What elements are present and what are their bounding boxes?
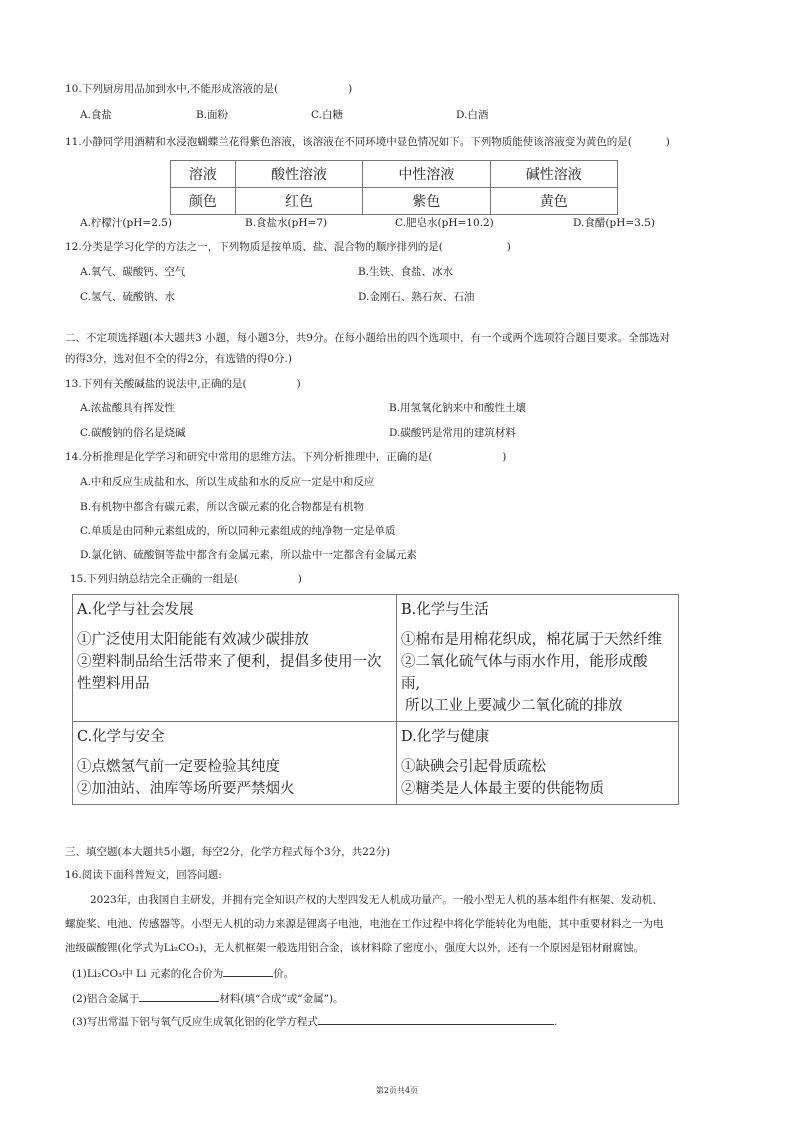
q16-sub1: (1)Li₂CO₃中 Li 元素的化合价为 价。 bbox=[72, 965, 294, 981]
cell-title: B.化学与生活 bbox=[401, 602, 489, 618]
q15-stem: 15.下列归纳总结完全正确的一组是( ) bbox=[70, 573, 302, 585]
q16-sub2: (2)铝合金属于 材料(填“合成”或“金属”)。 bbox=[72, 990, 344, 1006]
q12-option-c: C.氢气、硫酸钠、水 bbox=[80, 291, 175, 303]
q12-option-b: B.生铁、食盐、冰水 bbox=[358, 266, 454, 278]
table-cell: 黄色 bbox=[490, 188, 617, 215]
cell-line: ②二氧化硫气体与雨水作用，能形成酸 bbox=[401, 654, 648, 670]
table-cell-d bbox=[397, 722, 679, 805]
q16-paragraph-line3: 池级碳酸锂(化学式为Li₂CO₃)，无人机框架一般选用铝合金，该材料除了密度小，强度大以外，还有一个原因是铝材耐腐蚀。 bbox=[65, 942, 645, 954]
table-cell-a bbox=[73, 595, 397, 722]
q14-stem: 14.分析推理是化学学习和研究中常用的思维方法。下列分析推理中，正确的是( ) bbox=[65, 451, 507, 463]
q13-option-c: C.碳酸钠的俗名是烧碱 bbox=[80, 427, 186, 439]
q12-option-a: A.氧气、碳酸钙、空气 bbox=[80, 266, 186, 278]
q11-color-table bbox=[170, 160, 618, 215]
q13-stem: 13.下列有关酸碱盐的说法中,正确的是( ) bbox=[65, 378, 301, 390]
q16-stem: 16.阅读下面科普短文，回答问题: bbox=[65, 869, 222, 881]
cell-line: ①广泛使用太阳能能有效减少碳排放 bbox=[77, 632, 309, 648]
q10-option-b: B.面粉 bbox=[196, 109, 229, 121]
table-cell: 紫色 bbox=[363, 188, 490, 215]
q12-stem: 12.分类是学习化学的方法之一，下列物质是按单质、盐、混合物的顺序排列的是( ) bbox=[65, 241, 511, 253]
table-row bbox=[171, 188, 618, 215]
q14-option-d: D.氯化钠、硫酸铜等盐中都含有金属元素，所以盐中一定都含有金属元素 bbox=[80, 549, 417, 561]
cell-line: ②糖类是人体最主要的供能物质 bbox=[401, 781, 604, 797]
cell-line: 所以工业上要减少二氧化硫的排放 bbox=[405, 698, 623, 714]
table-cell: 酸性溶液 bbox=[235, 161, 362, 188]
q11-option-d: D.食醋(pH=3.5) bbox=[573, 217, 655, 229]
q13-option-a: A.浓盐酸具有挥发性 bbox=[80, 402, 175, 414]
table-cell: 颜色 bbox=[171, 188, 236, 215]
section2-heading-line1: 二、不定项选择题(本大题共3 小题，每小题3分，共9分。在每小题给出的四个选项中，有一个或两个选项符合题目要求。全部选对 bbox=[65, 332, 670, 344]
cell-line: ②塑料制品给生活带来了便利，提倡多使用一次 bbox=[77, 654, 382, 670]
section3-heading: 三、填空题(本大题共5小题，每空2分，化学方程式每个3分，共22分) bbox=[65, 846, 391, 858]
answer-blank[interactable] bbox=[318, 1013, 554, 1025]
q10-option-a: A.食盐 bbox=[80, 109, 112, 121]
q13-option-b: B.用氢氧化钠来中和酸性土壤 bbox=[389, 402, 527, 414]
q15-summary-table bbox=[72, 594, 679, 805]
table-cell: 碱性溶液 bbox=[490, 161, 617, 188]
table-row bbox=[73, 722, 679, 805]
table-cell: 红色 bbox=[235, 188, 362, 215]
page-number: 第2页共4页 bbox=[375, 1086, 419, 1095]
table-cell: 溶液 bbox=[171, 161, 236, 188]
q11-option-b: B.食盐水(pH=7) bbox=[245, 217, 328, 229]
q16-paragraph-line1: 2023年，由我国自主研发，并拥有完全知识产权的大型四发无人机成功量产。一般小型无人机的基本组件有框架、发动机、 bbox=[90, 894, 663, 906]
q14-option-a: A.中和反应生成盐和水，所以生成盐和水的反应一定是中和反应 bbox=[80, 476, 375, 488]
q13-option-d: D.碳酸钙是常用的建筑材料 bbox=[389, 427, 516, 439]
table-cell-b bbox=[397, 595, 679, 722]
q14-option-c: C.单质是由同种元素组成的，所以同种元素组成的纯净物一定是单质 bbox=[80, 525, 396, 537]
cell-line: 性塑料用品 bbox=[77, 676, 150, 692]
cell-line: 雨, bbox=[401, 676, 421, 692]
cell-title: D.化学与健康 bbox=[401, 729, 490, 745]
q10-stem: 10.下列厨房用品加到水中,不能形成溶液的是( ) bbox=[65, 83, 353, 95]
q10-option-d: D.白酒 bbox=[456, 109, 489, 121]
table-cell-c bbox=[73, 722, 397, 805]
cell-line: ①点燃氢气前一定要检验其纯度 bbox=[77, 759, 280, 775]
cell-title: A.化学与社会发展 bbox=[77, 602, 194, 618]
cell-title: C.化学与安全 bbox=[77, 729, 165, 745]
q16-paragraph-line2: 螺旋桨、电池、传感器等。小型无人机的动力来源是锂离子电池，电池在工作过程中将化学能转化为电能，其中重要材料之一为电 bbox=[65, 918, 664, 930]
table-cell: 中性溶液 bbox=[363, 161, 490, 188]
cell-line: ①棉布是用棉花织成，棉花属于天然纤维 bbox=[401, 632, 662, 648]
q11-stem: 11.小静同学用酒精和水浸泡蝴蝶兰花得紫色溶液，该溶液在不同环境中显色情况如下。下列物质能使该溶液变为黄色的是( ) bbox=[65, 136, 670, 148]
table-row bbox=[73, 595, 679, 722]
q11-option-a: A.柠檬汁(pH=2.5) bbox=[80, 217, 172, 229]
q10-option-c: C.白糖 bbox=[311, 109, 343, 121]
q11-option-c: C.肥皂水(pH=10.2) bbox=[395, 217, 494, 229]
answer-blank[interactable] bbox=[139, 990, 219, 1002]
cell-line: ②加油站、油库等场所要严禁烟火 bbox=[77, 781, 295, 797]
q12-option-d: D.金刚石、熟石灰、石油 bbox=[358, 291, 475, 303]
section2-heading-line2: 的得3分，选对但不全的得2分，有选错的得0分.) bbox=[65, 353, 292, 365]
q14-option-b: B.有机物中都含有碳元素，所以含碳元素的化合物都是有机物 bbox=[80, 501, 365, 513]
q16-sub3: (3)写出常温下铝与氧气反应生成氧化铝的化学方程式 . bbox=[72, 1013, 557, 1029]
table-row bbox=[171, 161, 618, 188]
answer-blank[interactable] bbox=[223, 965, 273, 977]
cell-line: ①缺碘会引起骨质疏松 bbox=[401, 759, 546, 775]
